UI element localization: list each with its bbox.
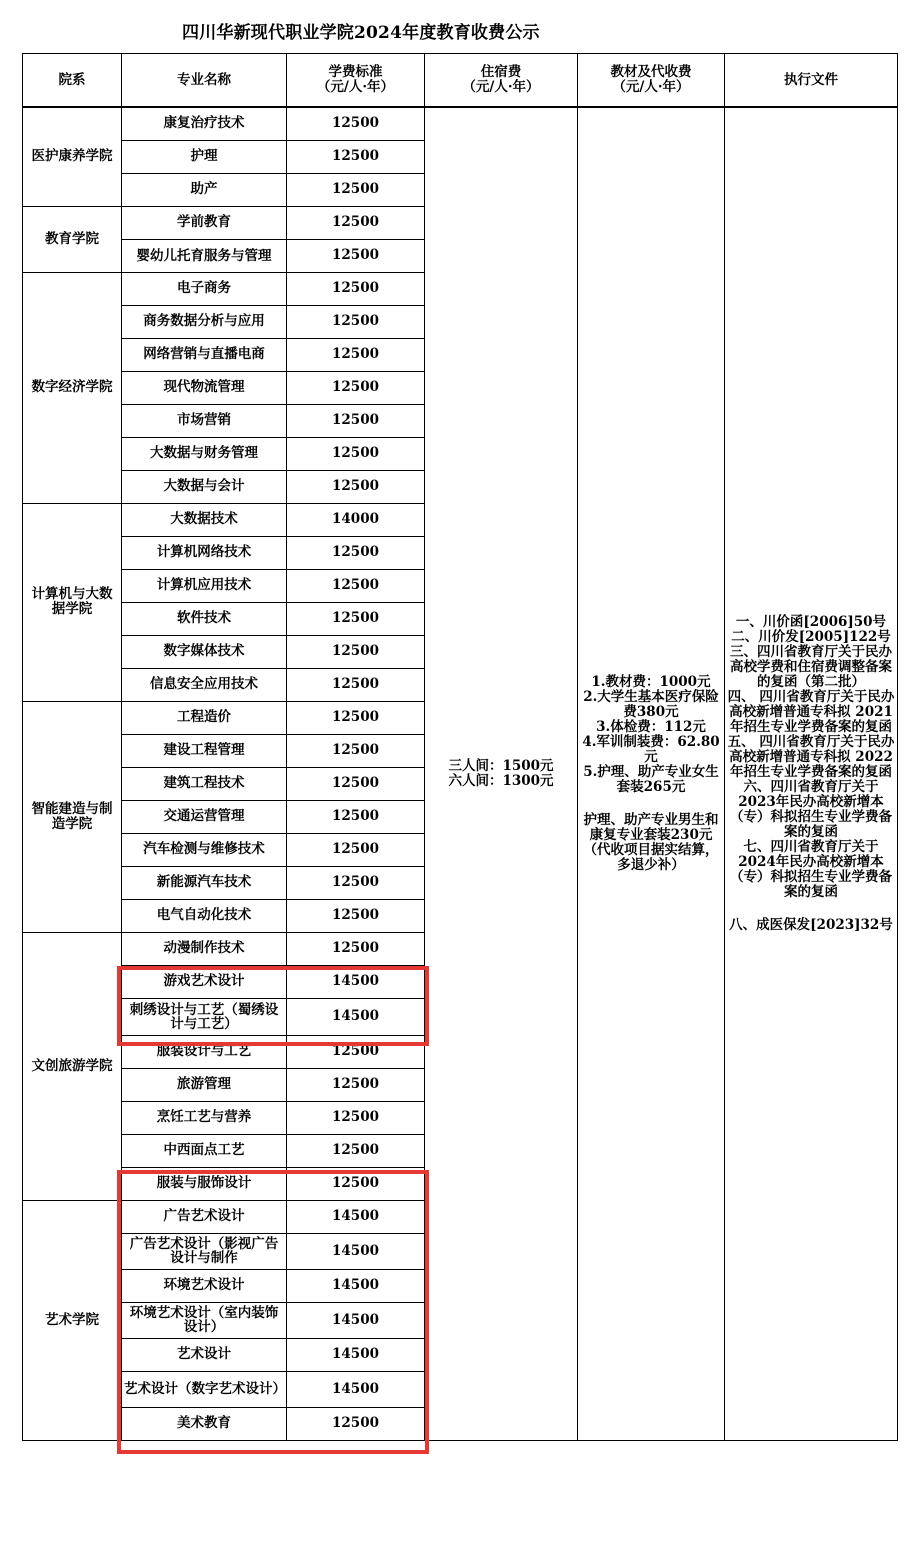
header-materials-label: 教材及代收费 (610, 64, 692, 80)
major-cell: 学前教育 (122, 206, 287, 239)
tuition-cell: 12500 (287, 635, 425, 668)
tuition-cell: 12500 (287, 140, 425, 173)
major-label: 环境艺术设计（室内装饰设计） (129, 1305, 279, 1335)
tuition-cell: 12500 (287, 668, 425, 701)
doc-item-8: 八、成医保发[2023]32号 (729, 916, 893, 933)
header-materials (578, 54, 725, 108)
tuition-cell: 12500 (287, 602, 425, 635)
department-cell: 智能建造与制造学院 (23, 701, 122, 932)
major-cell: 网络营销与直播电商 (122, 338, 287, 371)
tuition-cell: 12500 (287, 206, 425, 239)
tuition-cell: 12500 (287, 833, 425, 866)
header-materials-unit: （元/人·年） (612, 79, 690, 95)
tuition-cell: 12500 (287, 1101, 425, 1134)
major-cell: 护理 (122, 140, 287, 173)
header-dorm-unit: （元/人·年） (462, 79, 540, 95)
header-department: 院系 (23, 54, 122, 108)
header-docs: 执行文件 (725, 54, 898, 108)
tuition-cell: 14500 (287, 1338, 425, 1371)
tuition-cell: 12500 (287, 536, 425, 569)
major-cell: 工程造价 (122, 701, 287, 734)
major-cell: 电气自动化技术 (122, 899, 287, 932)
doc-item-3: 三、四川省教育厅关于民办高校学费和住宿费调整备案的复函（第二批） (730, 643, 892, 690)
dorm-six-room: 六人间：1300元 (448, 772, 554, 789)
major-label: 广告艺术设计（影视广告设计与制作 (129, 1236, 279, 1266)
tuition-cell: 12500 (287, 107, 425, 140)
major-label: 刺绣设计与工艺（蜀绣设计与工艺） (129, 1001, 279, 1032)
major-cell: 建筑工程技术 (122, 767, 287, 800)
major-cell: 现代物流管理 (122, 371, 287, 404)
materials-item-3: 3.体检费：112元 (596, 718, 706, 735)
tuition-cell: 14500 (287, 1302, 425, 1338)
tuition-cell: 14500 (287, 965, 425, 998)
materials-cell (578, 107, 725, 1440)
department-cell: 文创旅游学院 (23, 932, 122, 1200)
major-cell: 大数据与财务管理 (122, 437, 287, 470)
materials-item-5: 5.护理、助产专业女生套装265元 (583, 763, 719, 795)
major-cell: 广告艺术设计 (122, 1200, 287, 1233)
major-cell: 交通运营管理 (122, 800, 287, 833)
major-cell: 旅游管理 (122, 1068, 287, 1101)
tuition-cell: 12500 (287, 767, 425, 800)
major-cell: 服装与服饰设计 (122, 1167, 287, 1200)
tuition-cell: 12500 (287, 800, 425, 833)
major-cell: 游戏艺术设计 (122, 965, 287, 998)
doc-item-7: 七、四川省教育厅关于2024年民办高校新增本（专）科拟招生专业学费备案的复函 (730, 838, 892, 900)
department-cell: 数字经济学院 (23, 272, 122, 503)
tuition-cell: 12500 (287, 1407, 425, 1440)
header-tuition-label: 学费标准 (328, 64, 383, 80)
major-cell: 计算机应用技术 (122, 569, 287, 602)
tuition-cell: 12500 (287, 239, 425, 272)
tuition-cell: 12500 (287, 437, 425, 470)
tuition-cell: 12500 (287, 470, 425, 503)
materials-item-4: 4.军训制装费：62.80元 (582, 733, 720, 765)
tuition-cell: 14500 (287, 1200, 425, 1233)
major-cell: 市场营销 (122, 404, 287, 437)
major-cell: 商务数据分析与应用 (122, 305, 287, 338)
header-tuition-unit: （元/人·年） (316, 79, 395, 95)
doc-item-2: 二、川价发[2005]122号 (731, 628, 891, 645)
header-dorm (425, 54, 578, 108)
materials-item-2: 2.大学生基本医疗保险费380元 (583, 688, 719, 720)
tuition-cell: 12500 (287, 1068, 425, 1101)
major-cell: 服装设计与工艺 (122, 1035, 287, 1068)
major-cell: 大数据与会计 (122, 470, 287, 503)
major-cell (122, 1233, 287, 1269)
major-cell: 新能源汽车技术 (122, 866, 287, 899)
tuition-cell: 14500 (287, 1269, 425, 1302)
header-major: 专业名称 (122, 54, 287, 108)
tuition-cell: 12500 (287, 404, 425, 437)
tuition-cell: 12500 (287, 932, 425, 965)
major-cell: 助产 (122, 173, 287, 206)
doc-item-1: 一、川价函[2006]50号 (735, 613, 887, 630)
table-row (23, 107, 898, 140)
major-cell: 美术教育 (122, 1407, 287, 1440)
major-label: 艺术设计（数字艺术设计） (124, 1381, 286, 1397)
fee-table (22, 53, 898, 1441)
major-label: 婴幼儿托育服务与管理 (136, 247, 272, 264)
major-cell: 信息安全应用技术 (122, 668, 287, 701)
major-cell: 艺术设计 (122, 1338, 287, 1371)
major-cell: 软件技术 (122, 602, 287, 635)
department-cell: 医护康养学院 (23, 107, 122, 206)
tuition-cell: 14000 (287, 503, 425, 536)
major-cell (122, 1371, 287, 1407)
page-title: 四川华新现代职业学院2024年度教育收费公示 (182, 23, 540, 43)
major-cell: 电子商务 (122, 272, 287, 305)
dorm-three-room: 三人间：1500元 (448, 757, 554, 774)
materials-note: 护理、助产专业男生和康复专业套装230元（代收项目据实结算，多退少补） (583, 811, 719, 873)
major-cell: 中西面点工艺 (122, 1134, 287, 1167)
major-cell: 康复治疗技术 (122, 107, 287, 140)
dorm-cell (425, 107, 578, 1440)
major-cell: 动漫制作技术 (122, 932, 287, 965)
tuition-cell: 12500 (287, 338, 425, 371)
department-cell: 艺术学院 (23, 1200, 122, 1440)
tuition-cell: 12500 (287, 899, 425, 932)
major-cell: 建设工程管理 (122, 734, 287, 767)
tuition-cell: 14500 (287, 1233, 425, 1269)
major-cell (122, 239, 287, 272)
tuition-cell: 12500 (287, 173, 425, 206)
header-dorm-label: 住宿费 (480, 64, 522, 80)
tuition-cell: 12500 (287, 371, 425, 404)
major-cell: 计算机网络技术 (122, 536, 287, 569)
major-cell: 环境艺术设计 (122, 1269, 287, 1302)
tuition-cell: 12500 (287, 1167, 425, 1200)
doc-item-6: 六、四川省教育厅关于2023年民办高校新增本（专）科拟招生专业学费备案的复函 (730, 778, 892, 840)
tuition-cell: 14500 (287, 1371, 425, 1407)
doc-item-5: 五、 四川省教育厅关于民办高校新增普通专科拟 2022年招生专业学费备案的复函 (727, 733, 895, 780)
tuition-cell: 12500 (287, 1134, 425, 1167)
major-cell: 烹饪工艺与营养 (122, 1101, 287, 1134)
tuition-cell: 12500 (287, 701, 425, 734)
tuition-cell: 12500 (287, 866, 425, 899)
tuition-cell: 12500 (287, 272, 425, 305)
docs-cell (725, 107, 898, 1440)
doc-item-4: 四、 四川省教育厅关于民办高校新增普通专科拟 2021 年招生专业学费备案的复函 (727, 688, 895, 735)
tuition-cell: 12500 (287, 734, 425, 767)
major-cell (122, 1302, 287, 1338)
tuition-cell: 12500 (287, 1035, 425, 1068)
major-cell: 数字媒体技术 (122, 635, 287, 668)
department-cell: 教育学院 (23, 206, 122, 272)
tuition-cell: 14500 (287, 998, 425, 1035)
tuition-cell: 12500 (287, 569, 425, 602)
tuition-cell: 12500 (287, 305, 425, 338)
department-cell: 计算机与大数据学院 (23, 503, 122, 701)
major-cell: 汽车检测与维修技术 (122, 833, 287, 866)
major-cell (122, 998, 287, 1035)
header-tuition (287, 54, 425, 108)
major-cell: 大数据技术 (122, 503, 287, 536)
materials-item-1: 1.教材费：1000元 (591, 673, 711, 690)
